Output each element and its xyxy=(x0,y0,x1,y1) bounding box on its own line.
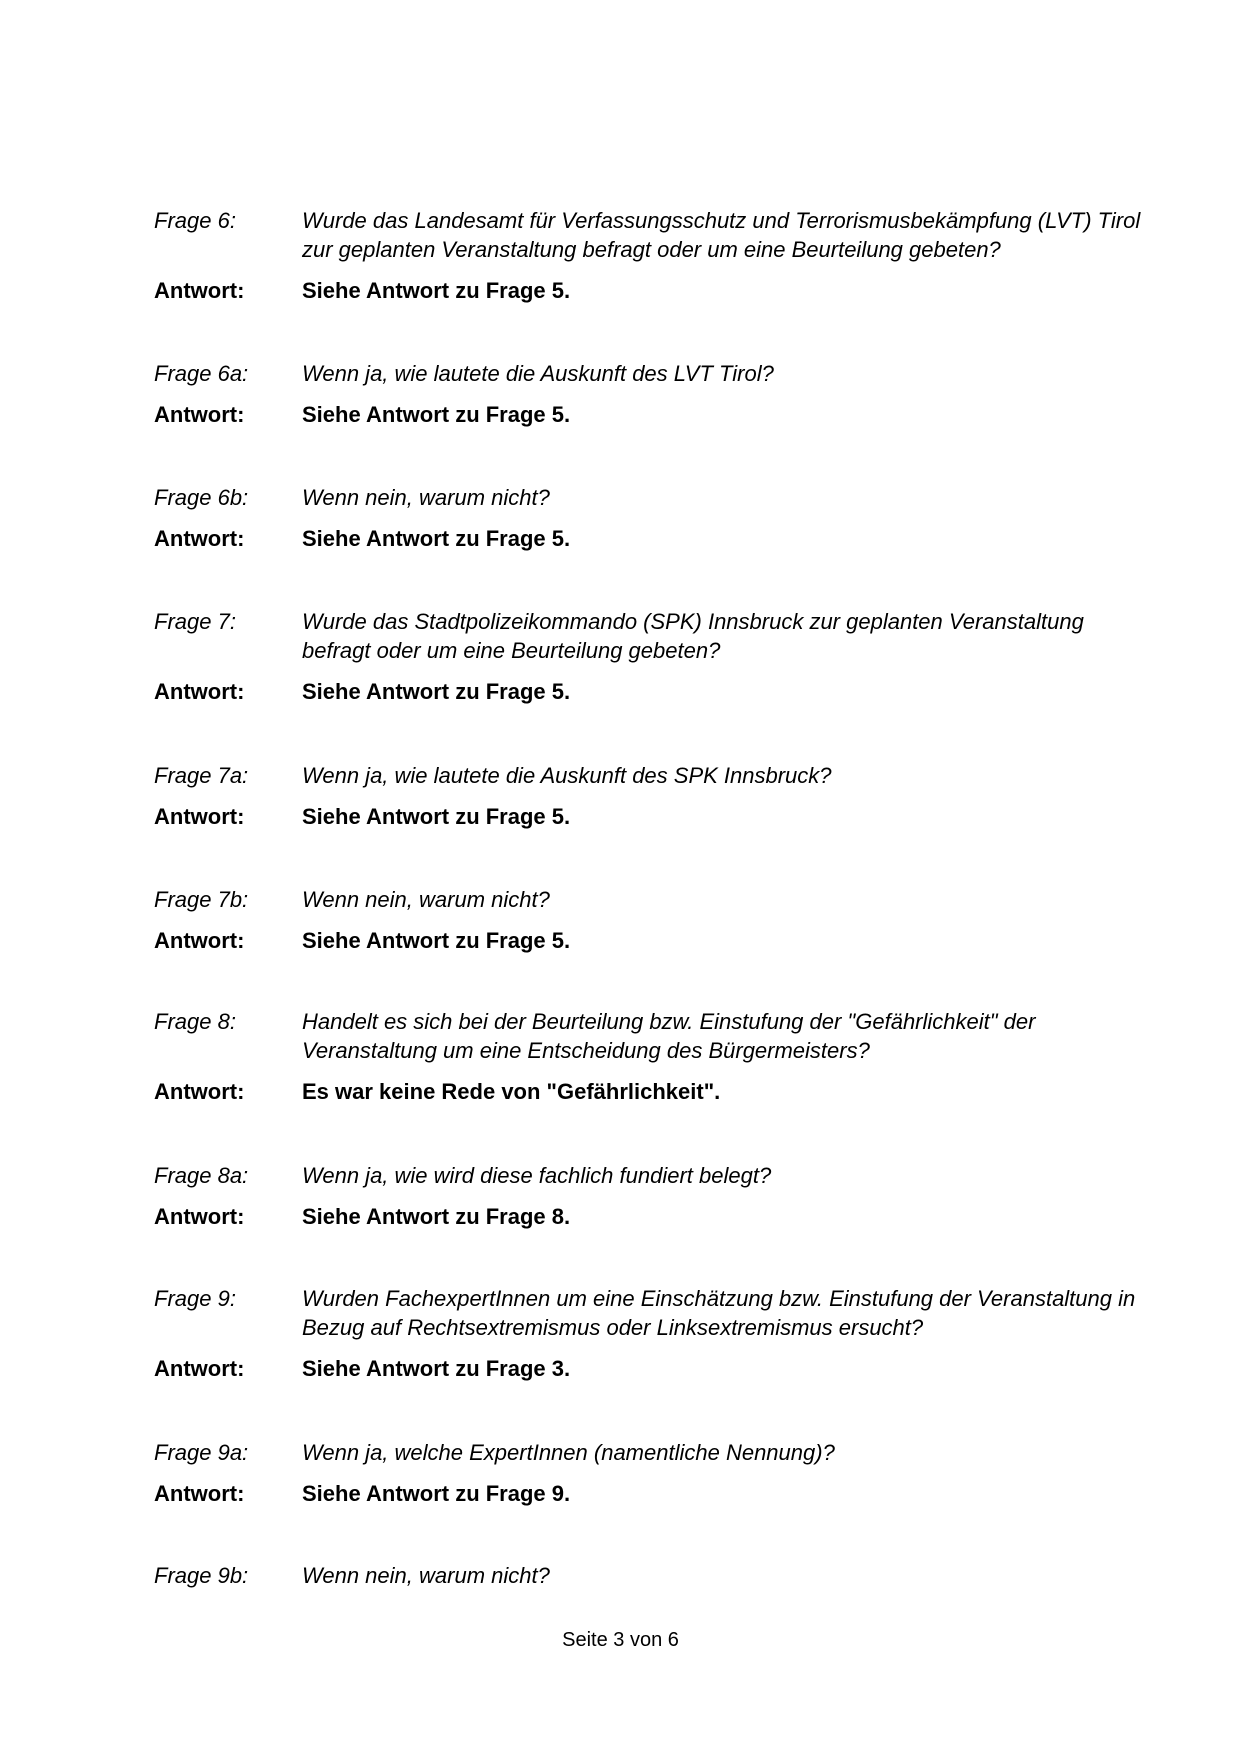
answer-text: Siehe Antwort zu Frage 5. xyxy=(302,679,571,704)
qa-block-8a xyxy=(154,1161,1144,1231)
page-number-footer: Seite 3 von 6 xyxy=(562,1629,679,1651)
question-text: Wurden FachexpertInnen um eine Einschätzung bzw. Einstufung der Veranstaltung in Bezug auf Rechtsextremismus oder Linksextremismus ersucht? xyxy=(302,1286,1136,1340)
question-text: Wenn ja, wie lautete die Auskunft des SPK Innsbruck? xyxy=(302,763,832,788)
qa-block-9b xyxy=(154,1561,1144,1590)
qa-block-6a xyxy=(154,359,1144,429)
answer-label: Antwort: xyxy=(154,402,245,427)
question-text: Wurde das Stadtpolizeikommando (SPK) Innsbruck zur geplanten Veranstaltung befragt oder um eine Beurteilung gebeten? xyxy=(302,609,1084,663)
question-text: Handelt es sich bei der Beurteilung bzw. Einstufung der "Gefährlichkeit" der Veranstaltung um eine Entscheidung des Bürgermeisters? xyxy=(302,1009,1036,1063)
question-row xyxy=(154,1561,1144,1590)
answer-text: Siehe Antwort zu Frage 8. xyxy=(302,1204,571,1229)
answer-label: Antwort: xyxy=(154,804,245,829)
answer-text: Siehe Antwort zu Frage 5. xyxy=(302,402,571,427)
answer-label: Antwort: xyxy=(154,679,245,704)
question-text: Wenn ja, welche ExpertInnen (namentliche Nennung)? xyxy=(302,1440,835,1465)
qa-block-8 xyxy=(154,1007,1144,1106)
answer-row xyxy=(154,802,1144,831)
answer-text: Siehe Antwort zu Frage 5. xyxy=(302,278,571,303)
answer-text: Siehe Antwort zu Frage 5. xyxy=(302,928,571,953)
question-row xyxy=(154,483,1144,512)
question-label: Frage 6: xyxy=(154,208,236,233)
question-row xyxy=(154,359,1144,388)
qa-block-9 xyxy=(154,1284,1144,1383)
answer-text: Siehe Antwort zu Frage 9. xyxy=(302,1481,571,1506)
question-text: Wenn ja, wie wird diese fachlich fundiert belegt? xyxy=(302,1163,772,1188)
qa-block-6b xyxy=(154,483,1144,553)
question-label: Frage 8a: xyxy=(154,1163,249,1188)
question-text: Wenn nein, warum nicht? xyxy=(302,887,550,912)
qa-block-9a xyxy=(154,1438,1144,1508)
question-row xyxy=(154,607,1144,665)
qa-block-7b xyxy=(154,885,1144,955)
answer-label: Antwort: xyxy=(154,1356,245,1381)
qa-block-7a xyxy=(154,761,1144,831)
answer-row xyxy=(154,1202,1144,1231)
answer-row xyxy=(154,1479,1144,1508)
answer-label: Antwort: xyxy=(154,526,245,551)
answer-text: Siehe Antwort zu Frage 5. xyxy=(302,526,571,551)
answer-label: Antwort: xyxy=(154,1481,245,1506)
question-label: Frage 7b: xyxy=(154,887,249,912)
question-row xyxy=(154,761,1144,790)
question-row xyxy=(154,1284,1144,1342)
question-label: Frage 7a: xyxy=(154,763,249,788)
question-row xyxy=(154,885,1144,914)
question-label: Frage 8: xyxy=(154,1009,236,1034)
answer-row xyxy=(154,1354,1144,1383)
answer-row xyxy=(154,276,1144,305)
answer-row xyxy=(154,524,1144,553)
answer-label: Antwort: xyxy=(154,928,245,953)
question-label: Frage 6b: xyxy=(154,485,249,510)
answer-row xyxy=(154,1077,1144,1106)
qa-block-7 xyxy=(154,607,1144,706)
answer-text: Siehe Antwort zu Frage 5. xyxy=(302,804,571,829)
answer-row xyxy=(154,926,1144,955)
question-label: Frage 9b: xyxy=(154,1563,249,1588)
answer-row xyxy=(154,677,1144,706)
answer-text: Es war keine Rede von "Gefährlichkeit". xyxy=(302,1079,721,1104)
question-label: Frage 9a: xyxy=(154,1440,249,1465)
answer-label: Antwort: xyxy=(154,278,245,303)
qa-block-6 xyxy=(154,206,1144,305)
question-label: Frage 7: xyxy=(154,609,236,634)
question-text: Wenn nein, warum nicht? xyxy=(302,1563,550,1588)
question-row xyxy=(154,206,1144,264)
answer-text: Siehe Antwort zu Frage 3. xyxy=(302,1356,571,1381)
question-label: Frage 9: xyxy=(154,1286,236,1311)
question-row xyxy=(154,1438,1144,1467)
question-text: Wenn nein, warum nicht? xyxy=(302,485,550,510)
answer-row xyxy=(154,400,1144,429)
question-row xyxy=(154,1007,1144,1065)
question-row xyxy=(154,1161,1144,1190)
question-text: Wenn ja, wie lautete die Auskunft des LVT Tirol? xyxy=(302,361,774,386)
question-label: Frage 6a: xyxy=(154,361,249,386)
answer-label: Antwort: xyxy=(154,1079,245,1104)
answer-label: Antwort: xyxy=(154,1204,245,1229)
question-text: Wurde das Landesamt für Verfassungsschutz und Terrorismusbekämpfung (LVT) Tirol zur geplanten Veranstaltung befragt oder um eine Beurteilung gebeten? xyxy=(302,208,1141,262)
